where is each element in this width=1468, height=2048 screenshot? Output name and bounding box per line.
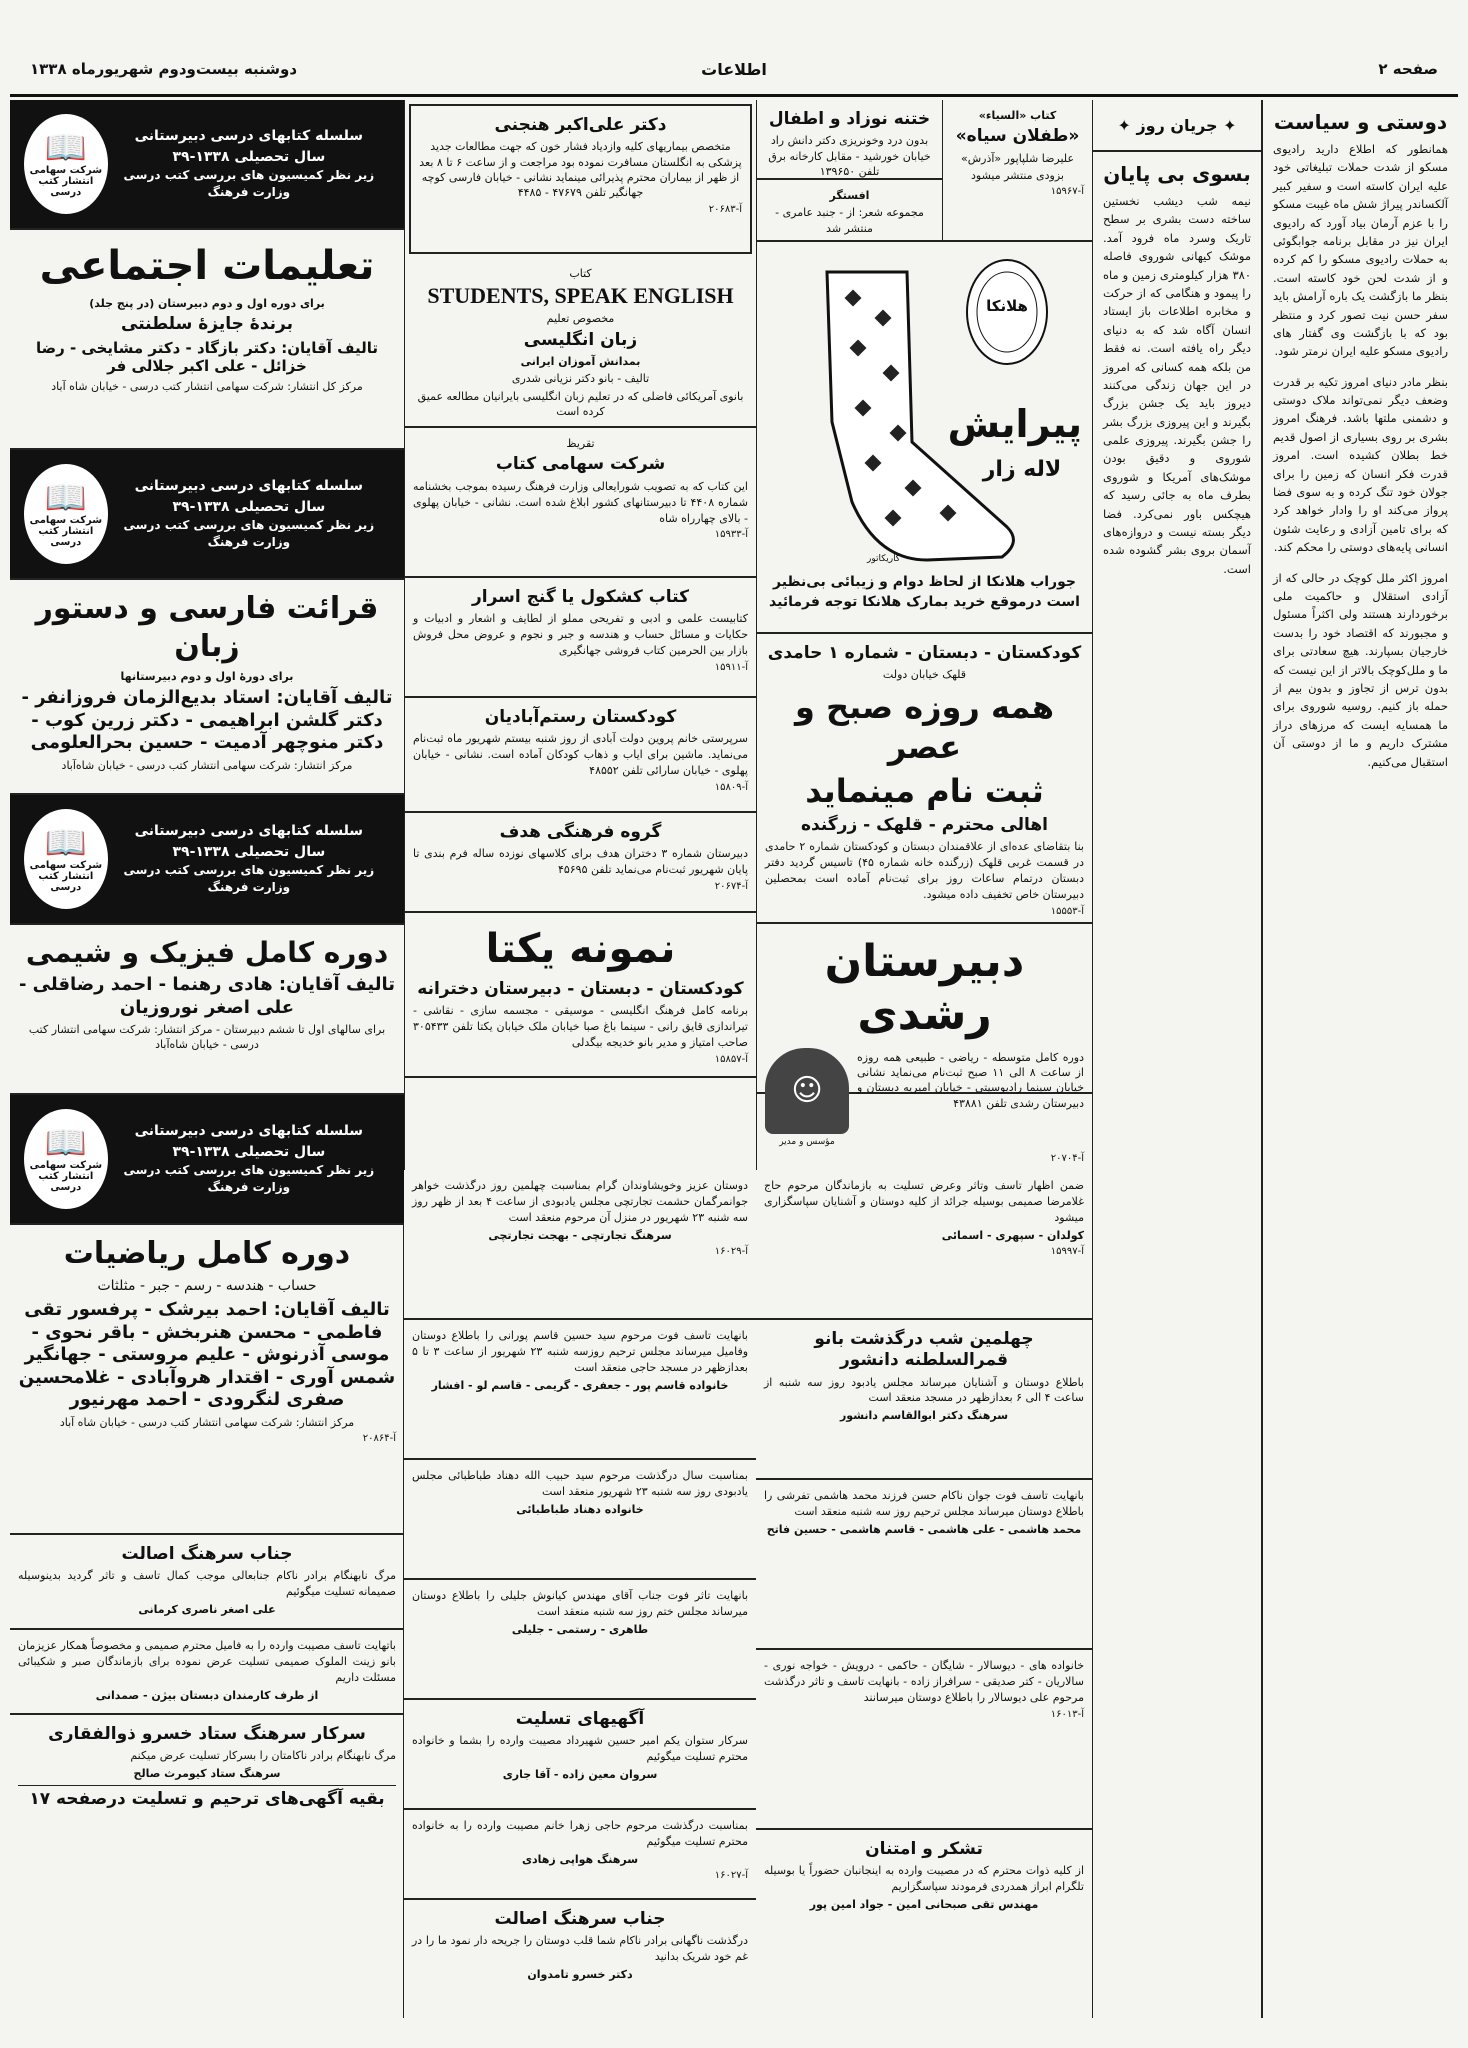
ad-code — [419, 204, 742, 215]
ad-headline: همه روزه صبح و عصر — [794, 687, 1055, 766]
ad-roshdi-school — [757, 924, 1092, 1165]
notice-obituary — [756, 1320, 1092, 1480]
notice-signature: خانواده قاسم پور - جعفری - گریمی - قاسم لو - افشار — [431, 1378, 729, 1392]
ad-code — [951, 186, 1084, 197]
column-politics — [1262, 100, 1458, 2018]
ad-code-text: آ-۱۵۹۹۷ — [1050, 1246, 1084, 1258]
ad-address: قلهک خیابان دولت — [882, 668, 967, 682]
banner-subtitle: زیر نظر کمیسیون های بررسی کتب درسی وزارت فرهنگ — [123, 1162, 375, 1195]
ad-book-sia — [942, 100, 1092, 240]
book-icon: 📖 — [44, 477, 88, 518]
ad-code-text: آ-۲۰۶۷۴ — [714, 881, 748, 893]
ad-title: گروه فرهنگی هدف — [499, 822, 662, 842]
notice-signature: محمد هاشمی - علی هاشمی - قاسم هاشمی - حسین فاتح — [766, 1522, 1082, 1536]
notice-text: بمناسبت درگذشت مرحوم حاجی زهرا خانم مصیبت وارده را به خانواده محترم تسلیت میگوئیم — [412, 1819, 748, 1848]
ad-authors: تالیف آقایان: استاد بدیع‌الزمان فروزانفر - دکتر گلشن ابراهیمی - دکتر زرین کوب - دکتر منوچهر آدمیت - حسین بحرالعلومی — [21, 687, 393, 754]
notice-thanks — [756, 1830, 1092, 1921]
ad-title: کودکستان - دبستان - دبیرستان دخترانه — [417, 979, 744, 999]
issue-date: دوشنبه بیست‌ودوم شهریورماه ۱۳۳۸ — [30, 60, 298, 78]
notice-text: از کلیه ذوات محترم که در مصیبت وارده به اینجانبان حضوراً یا بوسیله تلگرام ابراز همدردی فرمودند سپاسگزاریم — [764, 1864, 1084, 1894]
notice-text: بانهایت تاسف فوت مرحوم سید حسین قاسم پورانی را باطلاع دوستان وفامیل میرساند مجلس ترحیم روزسه شنبه ۲۳ شهریور از ساعت ۳ تا ۵ بعدازظهر در مسجد حاجی منعقد است — [412, 1329, 749, 1374]
article-continued — [1263, 563, 1458, 777]
ad-title: کودکستان رستم‌آبادیان — [484, 707, 677, 727]
brand-name: هلانکا — [986, 297, 1028, 315]
notice-text: خانواده های - دیوسالار - شایگان - حاکمی - درویش - خواجه نوری - سالاریان - کتر صدیقی - سرافراز زاده - بانهایت تاسف و تاثر درگذشت مرحوم علی دیوسالار را باطلاع دوستان میرسانند — [764, 1659, 1084, 1704]
ad-code — [764, 1246, 1084, 1257]
ad-title: ختنه نوزاد و اطفال — [768, 109, 931, 129]
ad-note: مرکز کل انتشار: شرکت سهامی انتشار کتب درسی - خیابان شاه آباد — [51, 380, 363, 394]
banner-year: سال تحصیلی ۱۳۳۸-۳۹ — [172, 843, 326, 860]
ad-code — [765, 1153, 1084, 1164]
notice-text: درگذشت ناگهانی برادر ناکام شما قلب دوستان را جریحه دار نمود ما را در غم خود شریک بدانید — [412, 1934, 748, 1964]
ad-circumcision — [757, 100, 942, 180]
obituaries-center — [403, 1170, 756, 2018]
notice-condolence — [404, 1810, 756, 1900]
notice-text: بانهایت تاسف فوت جوان ناکام حسن فرزند محمد هاشمی تفرشی را باطلاع دوستان میرساند مجلس ترحیم روز سه شنبه منعقد است — [764, 1489, 1084, 1518]
ad-english-book — [405, 258, 756, 428]
ad-title: STUDENTS, SPEAK ENGLISH — [427, 283, 734, 309]
ad-code-text: آ-۲۰۶۸۳ — [708, 203, 742, 215]
ad-rostamabadian-kindergarten — [405, 698, 756, 813]
article-title: دوستی و سیاست — [1273, 110, 1448, 134]
notice-text: مرگ نابهنگام برادر ناکام جنابعالی موجب کمال تاسف و تاثر گردید بدینوسیله صمیمانه تسلیت میگوئیم — [18, 1569, 396, 1599]
ad-authors: تالیف - بانو دکتر نزیانی شدری — [511, 372, 650, 386]
ad-hadaf-group — [405, 813, 756, 913]
ad-code — [412, 1870, 748, 1881]
ad-code-text: آ-۱۵۵۵۳ — [1050, 905, 1084, 917]
publisher-logo — [24, 464, 108, 564]
ad-authors: تالیف آقایان: احمد بیرشک - پرفسور تقی فاطمی - محسن هنربخش - باقر نحوی - موسی آذرنوش - علیم مروستی - جهانگیر شمس آوری - اقتدار هروآبادی - غلامحسین صفری لنگرودی - احمد مهرنیور — [18, 1299, 396, 1411]
banner-text — [108, 476, 390, 551]
ad-code-text: آ-۱۵۸۵۷ — [714, 1054, 748, 1066]
continuation-note: بقیه آگهی‌های ترحیم و تسلیت درصفحه ۱۷ — [18, 1785, 396, 1810]
ad-topics: حساب - هندسه - رسم - جبر - مثلثات — [97, 1277, 317, 1294]
book-icon: 📖 — [44, 1122, 88, 1163]
ad-body: بنا بتقاضای عده‌ای از علاقمندان دبستان و کودکستان شماره ۲ حامدی در قسمت غربی قلهک (زرگنده خانه شماره ۴۵) تاسیس گردید دفتر دبستان درتمام ساعات روز برای ثبت‌نام آماده است بمحصلین دبیرستان خاص تخفیف داده میشود. — [765, 839, 1084, 901]
publisher-logo — [24, 809, 108, 909]
notice-signature: سرهنگ ستاد کیومرث صالح — [133, 1767, 281, 1781]
notice-signature: مهندس تقی صبحانی امین - جواد امین پور — [809, 1898, 1039, 1912]
banner-title: سلسله کتابهای درسی دبیرستانی — [134, 478, 364, 495]
ad-title: کتاب کشکول یا گنج اسرار — [471, 587, 690, 607]
article-text: امروز اکثر ملل کوچک در حالی که از آزادی استقلال و حاکمیت ملی برخوردارند هستند ولی اکثراً مسئول و مجبورند که اقتصاد خود را بدست خارجیان بسپارند. هیچ سعادتی برای ما و ملل‌کوچک بالاتر از این نیست که بدون ترس از تجاوز و بدون بیم از حمله باز کنیم. روسیه شوروی برای ما همسایه ایست که مرزهای دراز مشترک داریم و ما از دوستی آن استقبال می‌کنیم. — [1273, 570, 1448, 769]
notice-obituary — [404, 1460, 756, 1580]
founder-portrait — [765, 1048, 849, 1151]
ad-code-text: آ-۱۵۹۱۱ — [714, 662, 748, 674]
banner-title: سلسله کتابهای درسی دبیرستانی — [134, 823, 364, 840]
textbook-banner — [10, 1095, 404, 1225]
ad-code — [765, 906, 1084, 917]
notice-signature: سرهنگ هواپی زهادی — [521, 1852, 639, 1866]
ad-headline-2: ثبت نام مینماید — [805, 771, 1044, 810]
ad-code-text: آ-۱۶۰۲۹ — [714, 1246, 748, 1258]
ad-subtitle: مخصوص تعلیم — [546, 312, 615, 326]
notice-text: مرگ نابهنگام برادر ناکامتان را بسرکار تسلیت عرض میکنم — [130, 1749, 396, 1763]
banner-subtitle: زیر نظر کمیسیون های بررسی کتب درسی وزارت فرهنگ — [123, 862, 375, 895]
ad-body: کتابیست علمی و ادبی و تفریحی مملو از لطایف و اشعار و ادبیات و حکایات و مسائل حساب و هندسه و جبر و نجوم و عروض محل فروش بازار بین الحرمین کتاب فروشی جهانگیری — [413, 612, 748, 658]
page-header — [10, 52, 1458, 97]
notice-signature: دکتر خسرو تامدوان — [527, 1968, 633, 1982]
banner-title: سلسله کتابهای درسی دبیرستانی — [134, 128, 364, 145]
ad-kicker: تقریظ — [566, 437, 595, 450]
ad-author: علیرضا شلپاپور «آذرش» — [960, 151, 1075, 165]
notice-condolence — [10, 1535, 404, 1630]
ad-title: دوره کامل ریاضیات — [63, 1236, 351, 1271]
ad-poetry — [757, 180, 942, 244]
ad-subtitle: اهالی محترم - قلهک - زرگنده — [801, 814, 1048, 835]
ad-subtitle: برای دورهٔ اول و دوم دبیرستانها — [120, 670, 294, 683]
ad-code-text: آ-۱۵۹۳۳ — [714, 529, 748, 541]
ad-code — [18, 1433, 396, 1444]
banner-year: سال تحصیلی ۱۳۳۸-۳۹ — [172, 148, 326, 165]
ad-body: بانوی آمریکائی فاضلی که در تعلیم زبان انگلیسی بایرانیان مطالعه عمیق کرده است — [417, 389, 744, 419]
ad-body: مجموعه شعر: از - جنبد عامری - منتشر شد — [775, 206, 924, 235]
ad-code — [413, 782, 748, 793]
notice-obituary — [404, 1320, 756, 1460]
notice-title: جناب سرهنگ اصالت — [121, 1544, 293, 1564]
notice-signature: از طرف کارمندان دبستان بیژن - صمدانی — [95, 1688, 319, 1702]
notice-text: باتهایت تاسف مصیبت وارده را به فامیل محترم صمیمی و مخصوصاً همکار عزیزمان بانو زینت الملوک صمیمی تسلیت عرض نموده برای بازماندگان صبر و شکیبائی مسئلت داریم — [18, 1639, 396, 1684]
ad-body: این کتاب که به تصویب شورایعالی وزارت فرهنگ رسیده بموجب بخشنامه شماره ۴۴۰۸ تا دبیرستانهای کشور ابلاغ شده است. نشانی - خیابان پهلوی - بالای چهارراه شاه — [413, 479, 748, 525]
banner-year: سال تحصیلی ۱۳۳۸-۳۹ — [172, 498, 326, 515]
obituaries-right — [755, 1170, 1092, 2018]
notice-text: سرکار ستوان یکم امیر حسین شهیرداد مصیبت وارده را بشما و خانواده محترم تسلیت میگوئیم — [412, 1734, 748, 1764]
publisher-logo — [24, 114, 108, 214]
ad-doctor-hanjani — [409, 104, 752, 254]
ad-code-text: آ-۱۶۰۲۷ — [714, 1870, 748, 1882]
notice-text: باطلاع دوستان و آشنایان میرساند مجلس یادبود روز سه شنبه از ساعت ۴ الی ۶ بعدازظهر در مسجد منعقد است — [764, 1375, 1084, 1405]
notice-obituary — [756, 1480, 1092, 1650]
ad-body: سرپرستی خانم پروین دولت آبادی از روز شنبه بیستم شهریور ماه ثبت‌نام می‌نماید. ماشین برای ایاب و ذهاب کودکان آماده است. نشانی - خیابان پهلوی - خیابان سارائی تلفن ۴۸۵۵۲ — [413, 732, 748, 778]
notice-text: ضمن اظهار تاسف وتاثر وعرض تسلیت به بازماندگان مرحوم حاج غلامرضا صمیمی بوسیله جرائد از کلیه دوستان و آشنایان سپاسگزاری میشود — [764, 1179, 1084, 1224]
ad-authors: تالیف آقایان: هادی رهنما - احمد رضاقلی - علی اصغر نوروزیان — [18, 974, 396, 1018]
ad-note: مرکز انتشار: شرکت سهامی انتشار کتب درسی - خیابان شاه‌آباد — [61, 758, 353, 772]
notice-condolence — [10, 1715, 404, 1819]
ad-code — [413, 1054, 748, 1065]
artist-signature: کاریکاتور — [867, 554, 901, 564]
ad-caption: جوراب هلانکا از لحاظ دوام و زیبائی بی‌نظیر است درموقع خرید بمارک هلانکا توجه فرمائید — [769, 574, 1080, 611]
ad-mathematics — [10, 1225, 404, 1535]
article-moon — [1093, 152, 1261, 584]
ad-code-text: آ-۱۵۹۶۷ — [1050, 186, 1084, 198]
article-friendship — [1263, 100, 1458, 367]
banner-text — [108, 821, 390, 896]
ad-code — [413, 662, 748, 673]
ad-title: دکتر علی‌اکبر هنجنی — [494, 115, 667, 135]
notice-condolence — [404, 1900, 756, 1991]
notice-text: بمناسبت سال درگذشت مرحوم سید حبیب الله دهناد طباطبائی مجلس یادبودی روز سه شنبه ۲۳ شهریور منعقد است — [412, 1469, 748, 1498]
article-text: بنظر مادر دنیای امروز تکیه بر قدرت وضعف دیگر نمی‌تواند ملاک دوستی و دشمنی ملتها باشد. فرهنگ امروز بشری بر روی بسیاری از اصول قدیم خط بطلان کشیده است. امروز قدرت فکر انسان که زمین را برای جولان خود تنگ کرده و به سوی فضا پرواز می‌کند او را وادار خواهد کرد که برای تامین آزادی و رعایت شئون انسانی پایه‌های دوستی را محکم کند. — [1273, 374, 1448, 555]
column-heading-text: ✦ جریان روز ✦ — [1117, 115, 1237, 135]
banner-subtitle: زیر نظر کمیسیون های بررسی کتب درسی وزارت فرهنگ — [123, 517, 375, 550]
ad-publisher-review — [405, 428, 756, 578]
ad-title: دوره کامل فیزیک و شیمی — [25, 936, 389, 969]
ad-body: برنامه کامل فرهنگ انگلیسی - موسیقی - مجسمه سازی - نقاشی - تیراندازی قایق رانی - سینما باغ صبا خیابان ملک خیابان یکتا تلفن ۳۰۵۴۳۳ صاحب امتیاز و مدیر بانو خدیجه بیگدلی — [413, 1004, 748, 1050]
ad-code-text: آ-۱۵۸۰۹ — [714, 782, 748, 794]
ad-helanka-socks — [757, 242, 1092, 634]
banner-subtitle: زیر نظر کمیسیون های بررسی کتب درسی وزارت فرهنگ — [123, 167, 375, 200]
ad-code — [764, 1709, 1084, 1720]
notice-title: تشکر و امتنان — [865, 1839, 983, 1859]
portrait-icon: ☺ — [765, 1048, 849, 1134]
ad-headline: نمونه یکتا — [485, 926, 676, 972]
notice-title: آگهیهای تسلیت — [515, 1709, 645, 1729]
banner-year: سال تحصیلی ۱۳۳۸-۳۹ — [172, 1143, 326, 1160]
ad-body: متخصص بیماریهای کلیه وازدیاد فشار خون که جهت مطالعات جدید پزشکی به انگلستان مسافرت نموده بود مراجعت و از ساعت ۶ تا ۸ بعد از ظهر از بیماران محترم پذیرائی مینماید نشانی - خیابان فارسی کوچه جهانگیر تلفن ۴۷۶۷۹ - ۴۴۸۵ — [419, 140, 742, 200]
logo-text: شرکت سهامی انتشار کتب درسی — [29, 859, 103, 893]
ad-code — [413, 529, 748, 540]
article-text: همانطور که اطلاع دارید رادیوی مسکو از شدت حملات تبلیغاتی خود علیه ایران کاسته است و سفیر کبیر آلکساندر پیراژ شش ماه غیبت مسکو را با عزم آرمان بیاد آورد که رادیوی ایران نیز در مقابل برنامه جوابگوئی به حملات رادیوی مسکو را کم کرده و از شدت لحن خود کاسته است. بنظر ما بازگشت یک باره آرامش باید سفر حسن نیت تصور کرد و منتظر بود که با بازگشت وی گفتار های رادیوی مسکو علیه ایران نرمتر شود. — [1273, 142, 1448, 359]
ad-title: شرکت سهامی کتاب — [495, 454, 666, 475]
paper-name: اطلاعات — [701, 60, 767, 79]
notice-title: سرکار سرهنگ ستاد خسرو ذوالفقاری — [48, 1724, 366, 1744]
textbook-banner — [10, 795, 404, 925]
page-number: صفحه ۲ — [1378, 60, 1438, 78]
notice-signature: سرهنگ دکتر ابوالقاسم دانشور — [839, 1409, 1009, 1423]
banner-text — [108, 126, 390, 201]
logo-text: شرکت سهامی انتشار کتب درسی — [29, 164, 103, 198]
ad-note: بزودی منتشر میشود — [971, 169, 1064, 183]
store-name: پیرایش — [947, 402, 1082, 446]
textbook-banner — [10, 450, 404, 580]
notice-signature: علی اصغر ناصری کرمانی — [138, 1603, 276, 1617]
article-text: نیمه شب دیشب نخستین ساخته دست بشری بر سطح تاریک وسرد ماه فرود آمد. موشک کیهانی شوروی فاصله ۳۸۰ هزار کیلومتری زمین و ماه را پیمود و هنگامی که از حرکت و مخابره اطلاعات باز ایستاد انسان آگاه شد که به دنیای دیگر راه یافته است. نه فقط من بلکه همه کسانی که امروز در این جهان زندگی می‌کنند دیروز باید یک جشن بزرگ بگیرند و این پیروزی بزرگ بشر را جشن بگیرند. پیروزی علمی شوروی و دقیق بودن موشک‌های آمریکا و شوروی بطرف ماه به جائی رسید که هیچکس باور نمی‌کرد. فضا دیگر بسته نیست و دروازه‌های آسمان بروی بشر گشوده شده است. — [1103, 194, 1251, 576]
book-icon: 📖 — [44, 822, 88, 863]
ad-code-text: آ-۲۰۷۰۴ — [1050, 1153, 1084, 1165]
notice-obituary — [756, 1650, 1092, 1830]
banner-title: سلسله کتابهای درسی دبیرستانی — [134, 1123, 364, 1140]
ad-yekta-school — [405, 913, 756, 1078]
ad-title: کتاب «السیاء» — [978, 109, 1057, 122]
publisher-logo — [24, 1109, 108, 1209]
notice-signature: سروان معین زاده - آقا جاری — [502, 1768, 658, 1782]
notice-text: بانهایت تاثر فوت جناب آقای مهندس کیانوش جلیلی را باطلاع دوستان میرساند مجلس ختم روز سه شنبه منعقد است — [412, 1589, 748, 1618]
ad-note: برای سالهای اول تا ششم دبیرستان - مرکز انتشار: شرکت سهامی انتشار کتب درسی - خیابان شاه‌آباد — [28, 1023, 386, 1052]
ad-title: دبیرستان رشدی — [824, 936, 1025, 1040]
ad-social-studies — [10, 230, 404, 450]
article-continued — [1263, 367, 1458, 563]
top-ads-row — [757, 100, 1092, 242]
ad-code-text: آ-۲۰۸۶۴ — [362, 1432, 396, 1444]
ad-persian-grammar — [10, 580, 404, 795]
ad-subtitle: «طفلان سیاه» — [955, 126, 1080, 147]
notice-obituary — [404, 1580, 756, 1700]
store-location: لاله زار — [982, 457, 1062, 482]
notice-obituary — [756, 1170, 1092, 1320]
portrait-caption: مؤسس و مدیر — [779, 1136, 835, 1147]
notice-text: دوستان عزیز وخویشاوندان گرام بمناسبت چهلمین روز درگذشت خواهر جوانمرگمان حشمت تجارتچی مجلس یادبودی از ساعت ۴ بعد از ظهر روز سه شنبه ۲۳ شهریور در منزل آن مرحوم منعقد است — [412, 1179, 749, 1224]
column-space — [1092, 100, 1262, 2018]
textbook-banner — [10, 100, 404, 230]
ad-title: افستگر — [829, 189, 870, 202]
logo-text: شرکت سهامی انتشار کتب درسی — [29, 1159, 103, 1193]
ad-stack — [757, 100, 942, 240]
column-textbooks — [10, 100, 404, 2018]
ad-subtitle: برای دوره اول و دوم دبیرستان (در پنج جلد) — [89, 297, 325, 310]
ad-code — [412, 1246, 748, 1257]
ad-row — [765, 1048, 1084, 1151]
notice-title: چهلمین شب درگذشت بانو قمرالسلطنه دانشور — [814, 1329, 1034, 1371]
article-title: بسوی بی پایان — [1103, 162, 1251, 186]
notice-signature: طاهری - رستمی - جلیلی — [511, 1622, 649, 1636]
ad-award: برندهٔ جایزهٔ سلطنتی — [121, 314, 293, 335]
book-icon: 📖 — [44, 127, 88, 168]
ad-title: قرائت فارسی و دستور زبان — [35, 591, 379, 664]
ad-authors: تالیف آقایان: دکتر بازگاد - دکتر مشایخی - رضا خزائل - علی اکبر جلالی فر — [35, 338, 379, 376]
ad-title: تعلیمات اجتماعی — [39, 243, 375, 289]
notice-signature: سرهنگ تجارتچی - بهجت تجارتچی — [488, 1228, 672, 1242]
banner-text — [108, 1121, 390, 1196]
notice-signature: کولدان - سپهری - اسمائی — [941, 1228, 1084, 1242]
ad-code — [413, 881, 748, 892]
notice-signature: خانواده دهناد طباطبائی — [516, 1502, 644, 1516]
ad-physics-chemistry — [10, 925, 404, 1095]
ad-body: بدون درد وخونریزی دکتر دانش راد خیابان خورشید - مقابل کارخانه برق تلفن ۱۳۹۶۵۰ — [768, 134, 931, 179]
ad-kicker: کتاب — [569, 267, 592, 280]
current-events-heading — [1093, 100, 1261, 152]
ad-hamedi-school — [757, 634, 1092, 924]
ad-code-text: آ-۱۶۰۱۳ — [1050, 1708, 1084, 1720]
logo-text: شرکت سهامی انتشار کتب درسی — [29, 514, 103, 548]
ad-kashkul-book — [405, 578, 756, 698]
notice-title: جناب سرهنگ اصالت — [494, 1909, 666, 1929]
notice-condolence — [10, 1630, 404, 1715]
ad-title: کودکستان - دبستان - شماره ۱ حامدی — [767, 643, 1082, 663]
ad-note: مرکز انتشار: شرکت سهامی انتشار کتب درسی - خیابان شاه آباد — [59, 1415, 355, 1429]
notice-condolence — [404, 1700, 756, 1810]
ad-heading-2: بمدانش آموزان ایرانی — [520, 355, 641, 369]
ad-heading: زبان انگلیسی — [523, 329, 638, 350]
notice-obituary — [404, 1170, 756, 1320]
ad-body: دبیرستان شماره ۳ دختران هدف برای کلاسهای نوزده ساله فرم بندی تا پایان شهریور ثبت‌نام می‌نماید تلفن ۴۵۶۹۵ — [413, 847, 748, 877]
ad-body: دوره کامل متوسطه - ریاضی - طبیعی همه روزه از ساعت ۸ الی ۱۱ صبح ثبت‌نام می‌نماید نشانی خیابان سینما رادیوسیتی - خیابان امیریه دبستان و دبیرستان رشدی تلفن ۴۳۸۸۱ — [857, 1050, 1084, 1110]
